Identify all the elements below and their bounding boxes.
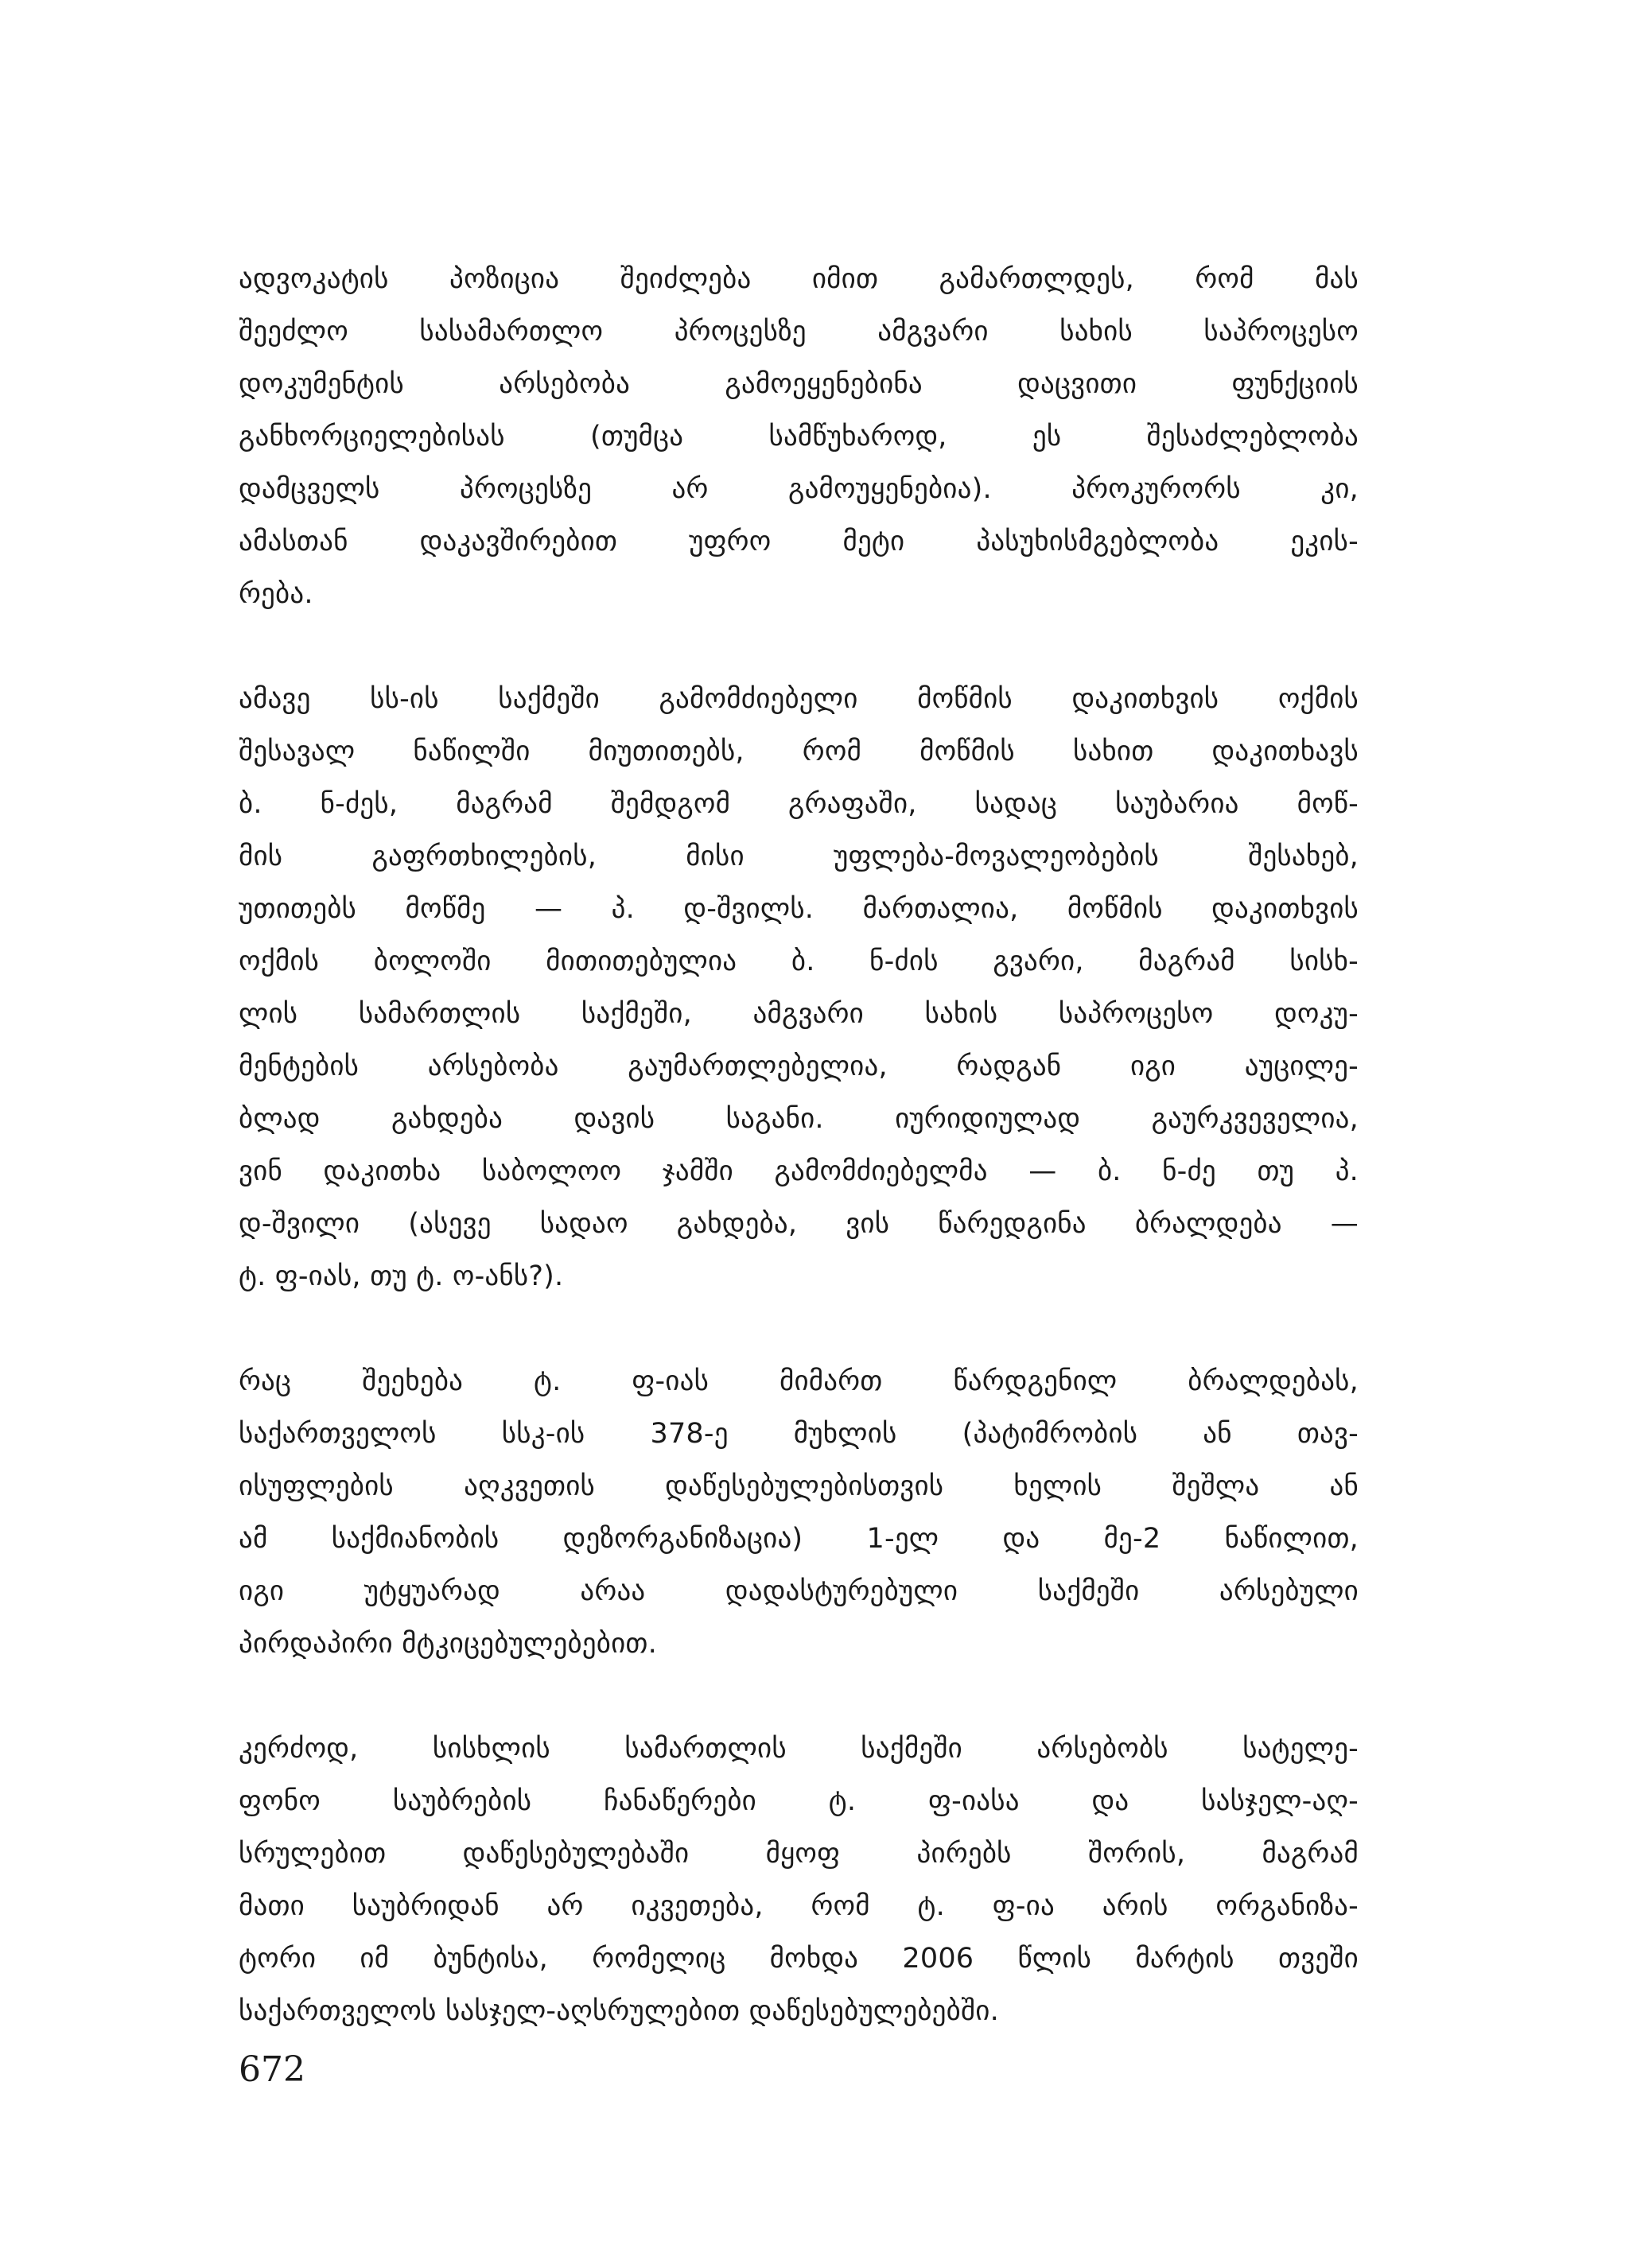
text-line: პირდაპირი მტკიცებულებებით. <box>239 1628 657 1660</box>
text-line: ისუფლების აღკვეთის დაწესებულებისთვის ხელის შეშლა ან <box>239 1470 1359 1502</box>
text-line: დამცველს პროცესზე არ გამოუყენებია). პროკურორს კი, <box>239 473 1359 505</box>
text-line: საქართველოს სასჯელ-აღსრულებით დაწესებულებებში. <box>239 1995 999 2027</box>
text-line: სრულებით დაწესებულებაში მყოფ პირებს შორის, მაგრამ <box>239 1838 1359 1870</box>
text-line: იგი უტყუარად არაა დადასტურებული საქმეში არსებული <box>239 1575 1359 1607</box>
text-line: მის გაფრთხილების, მისი უფლება-მოვალეობების შესახებ, <box>239 841 1359 872</box>
text-line: საქართველოს სსკ-ის 378-ე მუხლის (პატიმრობის ან თავ- <box>239 1418 1359 1450</box>
text-line: ოქმის ბოლოში მითითებულია ბ. ნ-ძის გვარი, მაგრამ სისხ- <box>239 946 1359 977</box>
page-body <box>239 253 1359 2090</box>
text-line: ამ საქმიანობის დეზორგანიზაცია) 1-ელ და მე-2 ნაწილით, <box>239 1523 1359 1555</box>
text-line: უთითებს მოწმე — პ. დ-შვილს. მართალია, მოწმის დაკითხვის <box>239 893 1359 925</box>
paragraph-1 <box>239 253 1359 620</box>
text-line: ამასთან დაკავშირებით უფრო მეტი პასუხისმგებლობა ეკის- <box>239 526 1359 557</box>
text-line: ადვოკატის პოზიცია შეიძლება იმით გამართლდეს, რომ მას <box>239 263 1359 295</box>
text-line: ლის სამართლის საქმეში, ამგვარი სახის საპროცესო დოკუ- <box>239 998 1359 1030</box>
page-number: 672 <box>239 2049 305 2090</box>
text-line: კერძოდ, სისხლის სამართლის საქმეში არსებობს სატელე- <box>239 1733 1359 1765</box>
text-line: შეეძლო სასამართლო პროცესზე ამგვარი სახის საპროცესო <box>239 316 1359 348</box>
paragraph-3 <box>239 1355 1359 1670</box>
text-line: შესავალ ნაწილში მიუთითებს, რომ მოწმის სახით დაკითხავს <box>239 736 1359 767</box>
text-line: დ-შვილი (ასევე სადაო გახდება, ვის წარედგინა ბრალდება — <box>239 1208 1359 1240</box>
text-line: ბ. ნ-ძეს, მაგრამ შემდგომ გრაფაში, სადაც საუბარია მოწ- <box>239 788 1359 820</box>
text-line: განხორციელებისას (თუმცა სამწუხაროდ, ეს შესაძლებლობა <box>239 421 1359 452</box>
text-line: ვინ დაკითხა საბოლოო ჯამში გამომძიებელმა — ბ. ნ-ძე თუ პ. <box>239 1155 1359 1187</box>
text-line: ბლად გახდება დავის საგანი. იურიდიულად გაურკვეველია, <box>239 1103 1359 1135</box>
paragraph-4 <box>239 1722 1359 2037</box>
text-line: რება. <box>239 578 313 610</box>
text-line: დოკუმენტის არსებობა გამოეყენებინა დაცვითი ფუნქციის <box>239 368 1359 400</box>
text-line: მათი საუბრიდან არ იკვეთება, რომ ტ. ფ-ია არის ორგანიზა- <box>239 1890 1359 1922</box>
text-line: ამავე სს-ის საქმეში გამომძიებელი მოწმის დაკითხვის ოქმის <box>239 683 1359 715</box>
text-line: რაც შეეხება ტ. ფ-იას მიმართ წარდგენილ ბრალდებას, <box>239 1365 1359 1397</box>
text-line: მენტების არსებობა გაუმართლებელია, რადგან იგი აუცილე- <box>239 1051 1359 1082</box>
paragraph-2 <box>239 673 1359 1303</box>
text-line: ტორი იმ ბუნტისა, რომელიც მოხდა 2006 წლის მარტის თვეში <box>239 1943 1359 1975</box>
text-line: ფონო საუბრების ჩანაწერები ტ. ფ-იასა და სასჯელ-აღ- <box>239 1785 1359 1817</box>
text-line: ტ. ფ-იას, თუ ტ. ო-ანს?). <box>239 1260 564 1292</box>
